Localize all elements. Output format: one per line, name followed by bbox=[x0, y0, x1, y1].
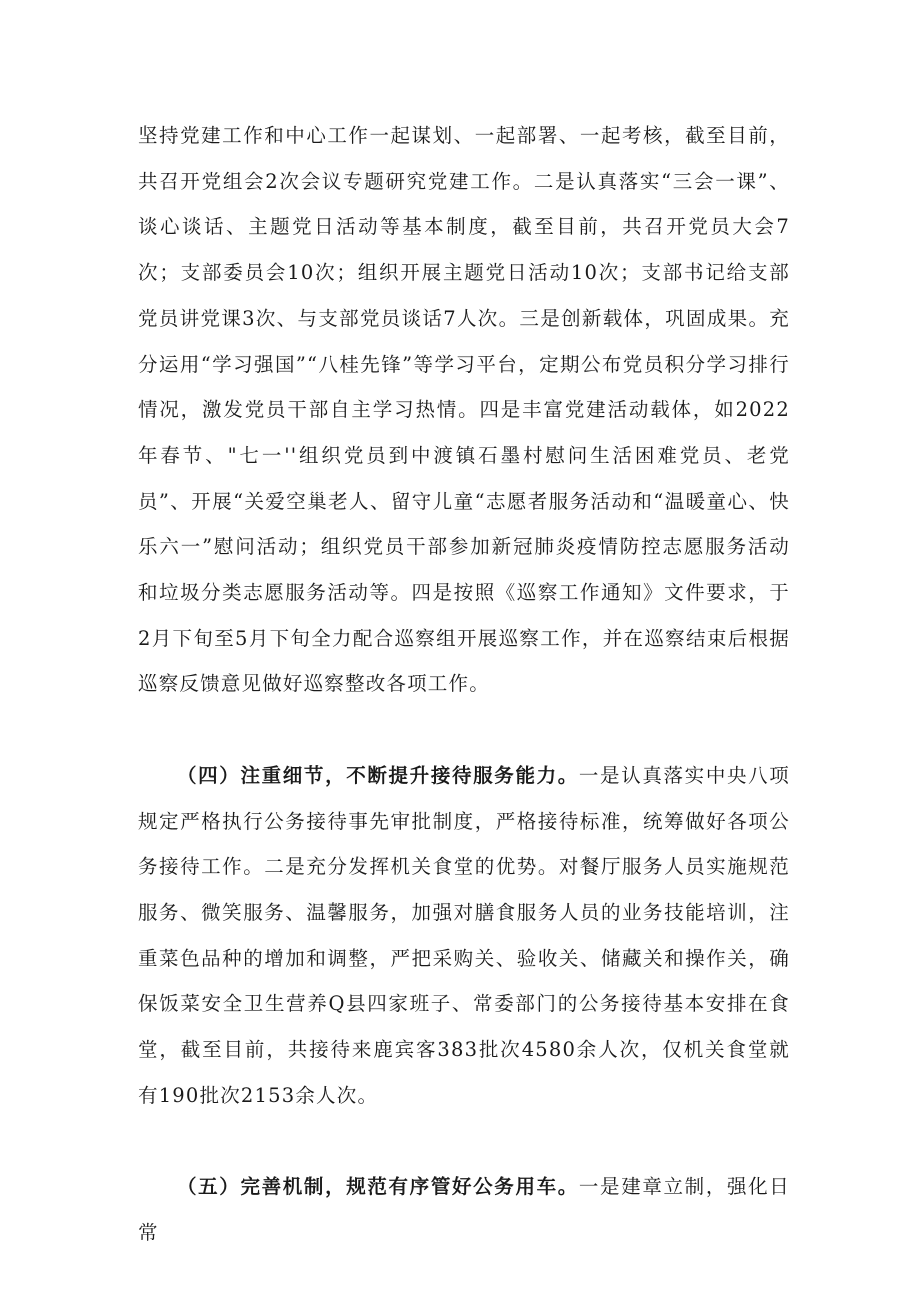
section-heading-4: （四）注重细节，不断提升接待服务能力。 bbox=[177, 763, 579, 787]
paragraph-body: 坚持党建工作和中心工作一起谋划、一起部署、一起考核，截至目前，共召开党组会2次会议专题研究党建工作。二是认真落实“三会一课”、谈心谈话、主题党日活动等基本制度，截至目前，共召开党员大会7次；支部委员会10次；组织开展主题党日活动10次；支部书记给支部党员讲党课3次、与支部党员谈话7人次。三是创新载体，巩固成果。充分运用“学习强国”“八桂先锋”等学习平台，定期公布党员积分学习排行情况，激发党员干部自主学习热情。四是丰富党建活动载体，如2022年春节、"七一''组织党员到中渡镇石墨村慰问生活困难党员、老党员”、开展“关爱空巢老人、留守儿童“志愿者服务活动和“温暖童心、快乐六一”慰问活动；组织党员干部参加新冠肺炎疫情防控志愿服务活动和垃圾分类志愿服务活动等。四是按照《巡察工作通知》文件要求，于2月下旬至5月下旬全力配合巡察组开展巡察工作，并在巡察结束后根据巡察反馈意见做好巡察整改各项工作。 bbox=[138, 124, 790, 696]
paragraph-reception-service bbox=[138, 753, 790, 1119]
paragraph-gap bbox=[138, 707, 790, 753]
paragraph-gap bbox=[138, 1118, 790, 1164]
paragraph-official-vehicles bbox=[138, 1164, 790, 1255]
paragraph-body: 一是认真落实中央八项规定严格执行公务接待事先审批制度，严格接待标准，统筹做好各项公务接待工作。二是充分发挥机关食堂的优势。对餐厅服务人员实施规范服务、微笑服务、温馨服务，加强对膳食服务人员的业务技能培训，注重菜色品种的增加和调整，严把采购关、验收关、储藏关和操作关，确保饭菜安全卫生营养Q县四家班子、常委部门的公务接待基本安排在食堂，截至目前，共接待来鹿宾客383批次4580余人次，仅机关食堂就有190批次2153余人次。 bbox=[138, 763, 790, 1107]
section-heading-5: （五）完善机制，规范有序管好公务用车。 bbox=[177, 1175, 579, 1199]
paragraph-body: 一是建章立制，强化日常 bbox=[138, 1175, 790, 1244]
paragraph-party-building bbox=[138, 113, 790, 707]
